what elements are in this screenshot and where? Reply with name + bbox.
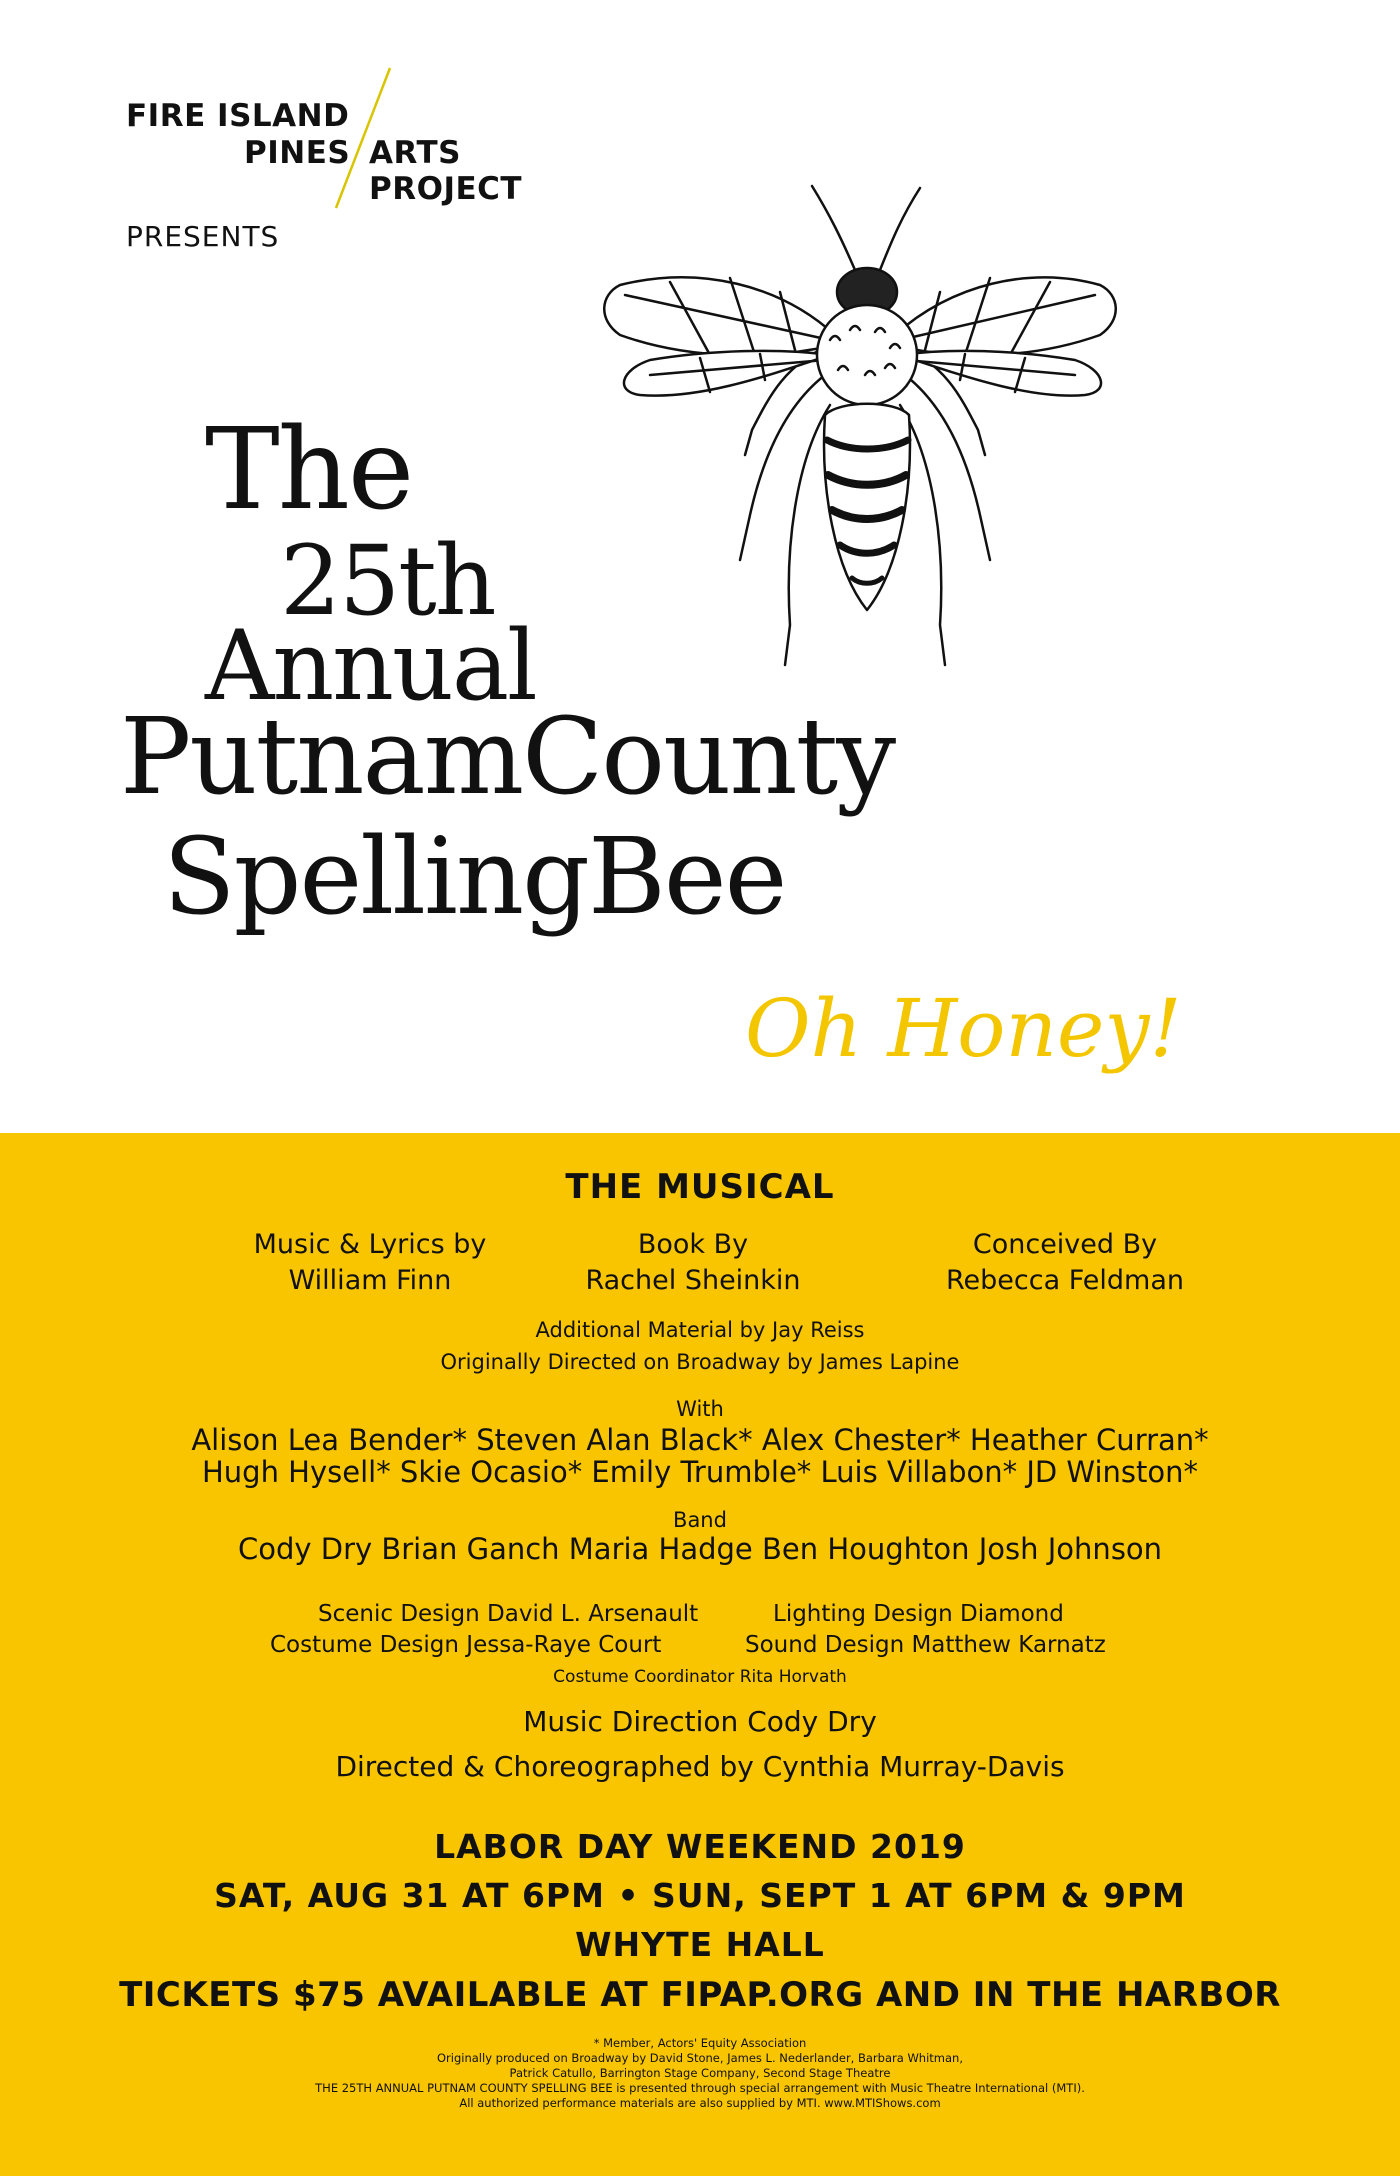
event-venue: WHYTE HALL bbox=[575, 1925, 825, 1964]
costume-design: Costume Design Jessa-Raye Court bbox=[270, 1632, 662, 1658]
credit-person: Rachel Sheinkin bbox=[585, 1265, 801, 1296]
fine-print-line: All authorized performance materials are also supplied by MTI. www.MTIShows.com bbox=[459, 2096, 941, 2110]
credit-role: Conceived By bbox=[972, 1229, 1158, 1260]
title-putnam-county: PutnamCounty bbox=[120, 695, 895, 818]
additional-material: Additional Material by Jay Reiss bbox=[535, 1318, 865, 1342]
logo-fire-island: FIRE ISLAND bbox=[126, 98, 350, 134]
costume-coordinator: Costume Coordinator Rita Horvath bbox=[553, 1667, 847, 1687]
credit-music-lyrics bbox=[220, 1227, 520, 1299]
scenic-design: Scenic Design David L. Arsenault bbox=[318, 1601, 699, 1627]
title-25th: 25th bbox=[280, 525, 495, 637]
lighting-design: Lighting Design Diamond bbox=[773, 1601, 1064, 1627]
event-dates: SAT, AUG 31 AT 6PM • SUN, SEPT 1 AT 6PM & 9PM bbox=[214, 1876, 1186, 1915]
fine-print bbox=[0, 2036, 1400, 2111]
credit-role: Book By bbox=[637, 1229, 749, 1260]
with-label: With bbox=[676, 1397, 724, 1421]
event-tickets[interactable]: TICKETS $75 AVAILABLE AT FIPAP.ORG AND IN THE HARBOR bbox=[119, 1975, 1281, 2015]
logo-slash bbox=[330, 64, 396, 212]
bee-illustration bbox=[580, 170, 1140, 700]
title-spelling-bee: SpellingBee bbox=[163, 815, 786, 938]
tagline: Oh Honey! bbox=[745, 982, 1182, 1075]
cast-line-2: Hugh Hysell* Skie Ocasio* Emily Trumble* Luis Villabon* JD Winston* bbox=[201, 1455, 1198, 1489]
band-members: Cody Dry Brian Ganch Maria Hadge Ben Houghton Josh Johnson bbox=[237, 1532, 1163, 1566]
fine-print-line: THE 25TH ANNUAL PUTNAM COUNTY SPELLING BEE is presented through special arrangement with Music Theatre International (MTI). bbox=[315, 2081, 1085, 2095]
credit-role: Music & Lyrics by bbox=[253, 1229, 487, 1260]
credit-conceived bbox=[920, 1227, 1210, 1299]
title-annual: Annual bbox=[205, 610, 536, 722]
logo-project: PROJECT bbox=[369, 171, 523, 207]
logo-arts: ARTS bbox=[369, 135, 461, 171]
musical-heading: THE MUSICAL bbox=[565, 1167, 835, 1207]
credit-book bbox=[553, 1227, 833, 1299]
credit-person: William Finn bbox=[288, 1265, 452, 1296]
event-weekend: LABOR DAY WEEKEND 2019 bbox=[434, 1827, 966, 1866]
fine-print-line: * Member, Actors' Equity Association bbox=[593, 2036, 807, 2050]
band-label: Band bbox=[673, 1508, 727, 1532]
fine-print-line: Patrick Catullo, Barrington Stage Company, Second Stage Theatre bbox=[509, 2066, 891, 2080]
presents-label: PRESENTS bbox=[126, 220, 280, 253]
credit-person: Rebecca Feldman bbox=[946, 1265, 1184, 1296]
fine-print-line: Originally produced on Broadway by David Stone, James L. Nederlander, Barbara Whitman, bbox=[437, 2051, 963, 2065]
music-direction: Music Direction Cody Dry bbox=[523, 1705, 877, 1738]
logo-pines: PINES bbox=[244, 135, 351, 171]
directed-by: Directed & Choreographed by Cynthia Murray-Davis bbox=[335, 1750, 1065, 1783]
originally-directed: Originally Directed on Broadway by James Lapine bbox=[440, 1350, 960, 1374]
title-the: The bbox=[205, 405, 413, 535]
sound-design: Sound Design Matthew Karnatz bbox=[745, 1632, 1106, 1658]
cast-line-1: Alison Lea Bender* Steven Alan Black* Alex Chester* Heather Curran* bbox=[191, 1423, 1209, 1457]
